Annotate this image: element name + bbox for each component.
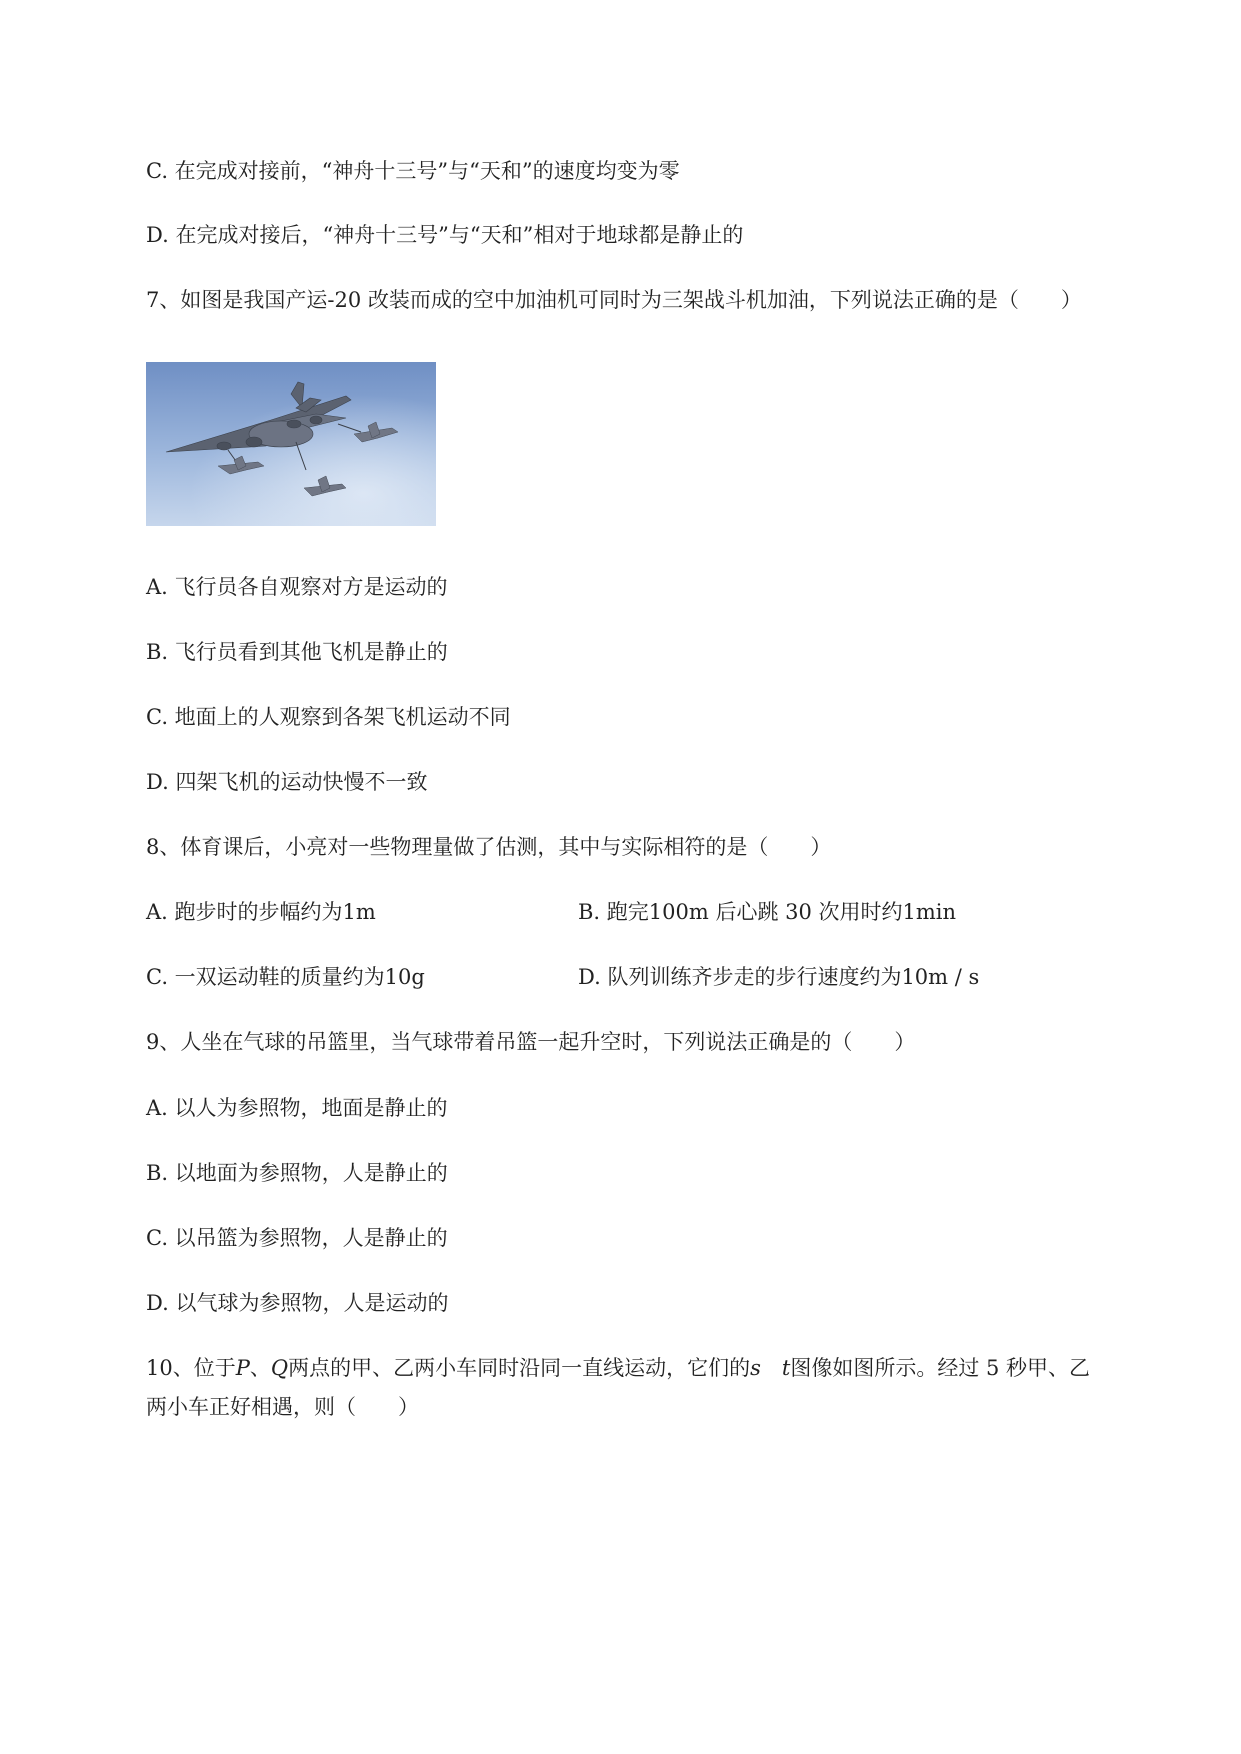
q7-option-d: D. 四架飞机的运动快慢不一致 bbox=[146, 770, 428, 794]
q8-option-b: B. 跑完100m 后心跳 30 次用时约1min bbox=[578, 900, 957, 924]
q8-option-d: D. 队列训练齐步走的步行速度约为10m / s bbox=[578, 965, 980, 989]
q9-option-d: D. 以气球为参照物，人是运动的 bbox=[146, 1291, 449, 1315]
q10-stem-prefix: 10、位于 bbox=[146, 1356, 236, 1380]
q7-option-a: A. 飞行员各自观察对方是运动的 bbox=[146, 575, 448, 599]
q10-var-q: Q bbox=[270, 1356, 289, 1380]
q7-option-c: C. 地面上的人观察到各架飞机运动不同 bbox=[146, 705, 511, 729]
q10-stem-middle: 两点的甲、乙两小车同时沿同一直线运动，它们的 bbox=[288, 1356, 751, 1380]
q7-stem: 7、如图是我国产运-20 改装而成的空中加油机可同时为三架战斗机加油，下列说法正确的是（ ） bbox=[146, 288, 1082, 312]
q10-var-p: P bbox=[235, 1356, 250, 1380]
q10-stem-line1 bbox=[146, 1354, 1090, 1382]
tanker-aircraft-refueling-photo bbox=[146, 362, 436, 526]
q7-option-b: B. 飞行员看到其他飞机是静止的 bbox=[146, 640, 448, 664]
q9-option-a: A. 以人为参照物，地面是静止的 bbox=[146, 1096, 448, 1120]
q9-option-b: B. 以地面为参照物，人是静止的 bbox=[146, 1161, 448, 1185]
q10-separator: 、 bbox=[249, 1356, 271, 1380]
q10-stem-suffix: 图像如图所示。经过 5 秒甲、乙 bbox=[790, 1356, 1091, 1380]
q8-option-a: A. 跑步时的步幅约为1m bbox=[146, 900, 376, 924]
q6-option-c: C. 在完成对接前，“神舟十三号”与“天和”的速度均变为零 bbox=[146, 159, 680, 183]
q6-option-d: D. 在完成对接后，“神舟十三号”与“天和”相对于地球都是静止的 bbox=[146, 223, 744, 247]
q10-var-t: t bbox=[781, 1356, 791, 1380]
q9-option-c: C. 以吊篮为参照物，人是静止的 bbox=[146, 1226, 448, 1250]
q10-stem-line2: 两小车正好相遇，则（ ） bbox=[146, 1395, 419, 1419]
q9-stem: 9、人坐在气球的吊篮里，当气球带着吊篮一起升空时，下列说法正确是的（ ） bbox=[146, 1030, 916, 1054]
q8-stem: 8、体育课后，小亮对一些物理量做了估测，其中与实际相符的是（ ） bbox=[146, 835, 832, 859]
q10-var-s: s bbox=[750, 1356, 761, 1380]
q8-option-c: C. 一双运动鞋的质量约为10g bbox=[146, 965, 425, 989]
